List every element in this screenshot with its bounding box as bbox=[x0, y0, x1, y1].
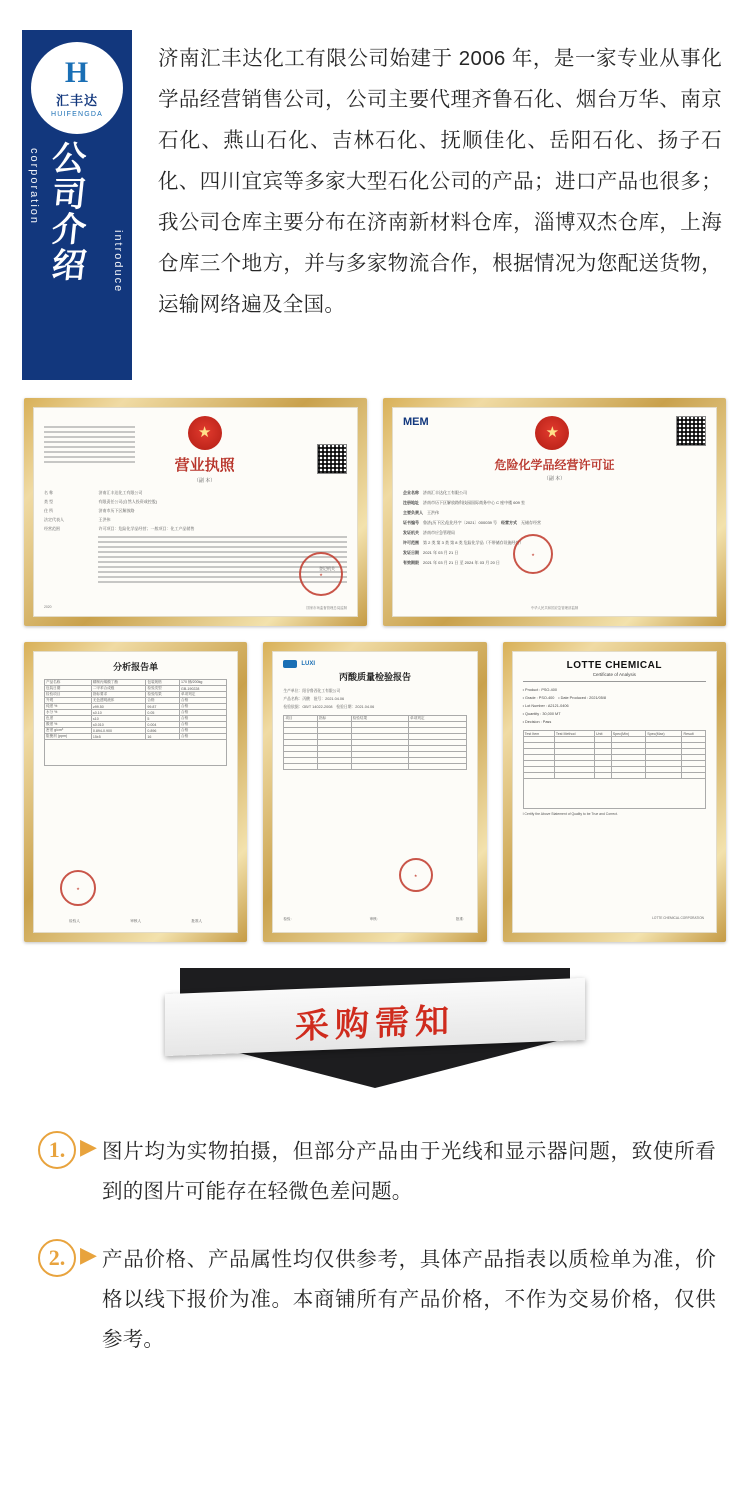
column-header: 单项判定 bbox=[409, 716, 467, 722]
analysis-report-table bbox=[44, 679, 227, 766]
official-seal-icon: ★ bbox=[513, 534, 553, 574]
cell: 产品名称 bbox=[45, 680, 92, 686]
column-header: Spec(Min) bbox=[611, 731, 645, 737]
quality-report-document: LUXI 丙酸质量检验报告 生产单位：阳谷鲁西化工有限公司 产品名称：丙酸 批号：2021.04.06 检验依据：GB/T 14022-2008 检验日期：2021.04.06 项目 指标 检验结果 单项判定 ★ 检验： 审核： 批准： bbox=[283, 661, 467, 921]
cell: 合格 bbox=[180, 704, 227, 710]
license-value-3: 王洪伟 bbox=[98, 517, 111, 522]
qr-label-2: 批号 bbox=[313, 697, 322, 701]
purchase-notice-banner bbox=[0, 958, 750, 1108]
license-label-4: 经营范围 bbox=[44, 526, 60, 531]
lotte-value-3: 2021/05/8 bbox=[589, 696, 607, 700]
cell bbox=[318, 764, 352, 770]
cell: 15±5 bbox=[91, 734, 146, 740]
license-registry-label: 登记机关 bbox=[319, 566, 335, 571]
cell: 合格 bbox=[180, 734, 227, 740]
note-number-1 bbox=[34, 1130, 80, 1170]
column-header: 项目 bbox=[284, 716, 318, 722]
badge-char-2: 司 bbox=[50, 176, 88, 214]
badge-char-3: 介 bbox=[50, 212, 88, 250]
column-header: Result bbox=[682, 731, 706, 737]
cell: 指标要求 bbox=[91, 692, 146, 698]
permit-footer: 中华人民共和国应急管理部监制 bbox=[530, 606, 579, 610]
analysis-footer-label-1: 审核人 bbox=[130, 919, 142, 923]
qr-code-icon bbox=[676, 416, 706, 446]
column-header: 指标 bbox=[318, 716, 352, 722]
permit-subtitle: （副 本） bbox=[543, 476, 566, 482]
certificates-section bbox=[0, 380, 750, 942]
cell: 99.87 bbox=[146, 704, 180, 710]
license-label-2: 住 所 bbox=[44, 508, 54, 513]
quality-signature-1: 审核： bbox=[369, 917, 381, 921]
note-number-2 bbox=[34, 1238, 80, 1278]
license-value-2: 济南市历下区解放路 bbox=[98, 508, 135, 513]
permit-title: 危险化学品经营许可证 bbox=[494, 458, 615, 472]
cell bbox=[284, 764, 318, 770]
analysis-footer-label-2: 批准人 bbox=[191, 919, 203, 923]
certificate-inner bbox=[33, 651, 238, 933]
note-caret-icon: ▶ bbox=[80, 1241, 97, 1267]
cell: 0.896 bbox=[146, 728, 180, 734]
cell: 包装规格 bbox=[146, 680, 180, 686]
license-value-4: 许可项目：危险化学品经营；一般项目：化工产品销售 bbox=[98, 526, 195, 531]
cell: 检验结果 bbox=[146, 692, 180, 698]
license-footer-left: 2020 bbox=[44, 605, 52, 609]
cell bbox=[351, 764, 408, 770]
lotte-label-4: Quantity bbox=[525, 712, 540, 716]
lotte-value-0: PSO-400 bbox=[541, 688, 557, 692]
column-header: 检验结果 bbox=[351, 716, 408, 722]
permit-label-5: 证书编号 bbox=[403, 520, 419, 525]
certificate-lotte-coa[interactable] bbox=[503, 642, 726, 942]
qr-label-0: 生产单位 bbox=[283, 689, 299, 693]
lotte-value-4: 30,000 MT bbox=[542, 712, 561, 716]
certificate-inner bbox=[392, 407, 717, 617]
analysis-report-title: 分析报告单 bbox=[113, 662, 159, 672]
note-item-2 bbox=[34, 1238, 716, 1360]
cell bbox=[523, 779, 705, 809]
note-text-1: 图片均为实物拍摄，但部分产品由于光线和显示器问题，致使所看到的图片可能存在轻微色差问题。 bbox=[102, 1140, 716, 1203]
permit-value-1: 王洪伟 bbox=[427, 510, 439, 515]
cell: GB-190228 bbox=[180, 686, 227, 692]
cell: 无色透明液体 bbox=[91, 698, 146, 704]
cell: 170 桶/200kg bbox=[180, 680, 227, 686]
cell: 色度 bbox=[45, 716, 92, 722]
cell: 检验项目 bbox=[45, 692, 92, 698]
permit-value-8: 2021 年 03 月 21 日 至 2024 年 03 月 20 日 bbox=[423, 560, 500, 565]
note-text-2: 产品价格、产品属性均仅供参考，具体产品指表以质检单为准，价格以线下报价为准。本商铺所有产品价格，不作为交易价格，仅供参考。 bbox=[102, 1247, 716, 1351]
lotte-value-2: A2121-0406 bbox=[547, 704, 569, 708]
permit-value-5: 鲁济(历下区)危化经字〔2021〕000039 号 bbox=[423, 520, 498, 525]
lotte-label-1: Grade bbox=[525, 696, 536, 700]
official-seal-icon: ★ bbox=[60, 870, 96, 906]
permit-label-8: 有效期限 bbox=[403, 560, 419, 565]
business-license-document bbox=[34, 408, 357, 616]
badge-char-4: 绍 bbox=[50, 248, 88, 286]
cell: 阻聚剂 (ppm) bbox=[45, 734, 92, 740]
cell: 合格 bbox=[180, 698, 227, 704]
quality-signature-2: 批准： bbox=[455, 917, 467, 921]
qr-label-1: 产品名称 bbox=[283, 697, 299, 701]
cell: 0.894-0.900 bbox=[91, 728, 146, 734]
permit-value-3: 无储存经营 bbox=[521, 520, 542, 525]
cell: 16 bbox=[146, 734, 180, 740]
company-logo bbox=[31, 42, 123, 134]
national-emblem-icon bbox=[535, 416, 569, 450]
permit-label-3: 经营方式 bbox=[501, 520, 518, 525]
column-header: Unit bbox=[595, 731, 612, 737]
cell bbox=[409, 764, 467, 770]
cell: 精制丙烯酸丁酯 bbox=[91, 680, 146, 686]
cell: 0.004 bbox=[146, 722, 180, 728]
cell: ≤0.10 bbox=[91, 710, 146, 716]
column-header: Test Method bbox=[554, 731, 594, 737]
cell: 0.05 bbox=[146, 710, 180, 716]
cell: 检验类型 bbox=[146, 686, 180, 692]
qr-value-4: 2021.04.06 bbox=[355, 705, 375, 709]
certificate-hazardous-permit[interactable] bbox=[383, 398, 726, 626]
certificate-analysis-report[interactable] bbox=[24, 642, 247, 942]
lotte-coa-title: LOTTE CHEMICAL bbox=[566, 660, 662, 671]
license-footer-right: 国家市场监督管理总局监制 bbox=[306, 606, 347, 610]
lotte-label-0: Product bbox=[525, 688, 539, 692]
logo-chinese-name: 汇丰达 bbox=[55, 93, 98, 108]
qr-value-3: GB/T 14022-2008 bbox=[302, 705, 333, 709]
badge-char-1: 公 bbox=[50, 141, 88, 178]
certificate-inner bbox=[512, 651, 717, 933]
qr-label-3: 检验依据 bbox=[283, 705, 299, 709]
permit-label-2: 注册地址 bbox=[403, 500, 419, 505]
certificate-business-license[interactable] bbox=[24, 398, 367, 626]
permit-value-7: 2021 年 03 月 21 日 bbox=[423, 550, 459, 555]
permit-value-2: 济南市历下区解放路科技园国际商务中心 C 座中楼 609 室 bbox=[423, 500, 526, 505]
logo-english-name: HUIFENGDA bbox=[50, 111, 104, 118]
column-header: Test Item bbox=[523, 731, 554, 737]
lotte-coa-table bbox=[523, 730, 706, 809]
company-intro-badge bbox=[22, 30, 132, 380]
permit-label-7: 发证日期 bbox=[403, 550, 419, 555]
certificate-row-bottom bbox=[24, 642, 726, 942]
qr-value-2: 2021.04.06 bbox=[325, 697, 345, 701]
column-header: Spec(Max) bbox=[646, 731, 682, 737]
purchase-notes-section bbox=[0, 1108, 750, 1360]
permit-value-6: 济南市应急管理局 bbox=[423, 530, 455, 535]
official-seal-icon: ★ bbox=[299, 552, 343, 596]
company-intro-section bbox=[0, 0, 750, 380]
qr-label-4: 检验日期 bbox=[336, 705, 352, 709]
cell: 密度 g/cm³ bbox=[45, 728, 92, 734]
certificate-inner bbox=[33, 407, 358, 617]
lotte-coa-document: LOTTE CHEMICAL Certificate of Analysis • Product : PSO-400 • Grade : PSO-400 • Date Produced : 2021/05/8 • Lot Number : A2121-0406 • Quantity : 30,000 MT • Decision : Pass Test Item Test Method Unit Spec(Min) Spec(Max) Result I Certify the Above Statement of Quality to be True and Correct. LOTTE CHEMICAL CORPORATION bbox=[522, 660, 704, 920]
quality-report-brand: LUXI bbox=[301, 661, 315, 667]
license-label-0: 名 称 bbox=[44, 490, 54, 495]
certificate-inner bbox=[272, 651, 477, 933]
table-row bbox=[284, 764, 466, 770]
quality-report-table bbox=[283, 715, 466, 770]
cell: 包装日期 bbox=[45, 686, 92, 692]
badge-chinese-heading bbox=[52, 142, 86, 285]
certificate-row-top bbox=[24, 398, 726, 626]
note-number-1-text: 1. bbox=[38, 1131, 76, 1169]
luxi-logo-icon bbox=[283, 660, 297, 668]
license-label-1: 类 型 bbox=[44, 499, 54, 504]
analysis-report-document bbox=[34, 652, 237, 932]
hazardous-permit-document bbox=[393, 408, 716, 616]
quality-signature-0: 检验： bbox=[283, 917, 295, 921]
cell: 水分 % bbox=[45, 710, 92, 716]
badge-label-introduce: introduce bbox=[112, 230, 124, 294]
logo-mark-icon: H bbox=[64, 56, 90, 89]
cell: 5 bbox=[146, 716, 180, 722]
cell: 合格 bbox=[146, 698, 180, 704]
certificate-quality-report[interactable] bbox=[263, 642, 486, 942]
permit-label-0: 企业名称 bbox=[403, 490, 419, 495]
business-license-title: 营业执照 bbox=[174, 458, 235, 474]
lotte-value-1: PSO-400 bbox=[538, 696, 555, 700]
cell: 纯度 % bbox=[45, 704, 92, 710]
lotte-label-5: Decision bbox=[525, 720, 540, 724]
table-row bbox=[523, 779, 705, 809]
cell: ≤0.010 bbox=[91, 722, 146, 728]
qr-code-icon bbox=[317, 444, 347, 474]
license-value-1: 有限责任公司(自然人投资或控股) bbox=[98, 499, 158, 504]
permit-header-mark: MEM bbox=[403, 416, 429, 428]
cell: 合格 bbox=[180, 716, 227, 722]
cell: ≤10 bbox=[91, 716, 146, 722]
lotte-company-footer: LOTTE CHEMICAL CORPORATION bbox=[652, 916, 704, 920]
license-value-0: 济南汇丰达化工有限公司 bbox=[98, 490, 143, 495]
lotte-label-2: Lot Number bbox=[525, 704, 545, 708]
lotte-label-3: Date Produced bbox=[560, 696, 586, 700]
qr-value-1: 丙酸 bbox=[302, 697, 310, 701]
cell bbox=[45, 740, 227, 766]
lotte-value-5: Pass bbox=[542, 720, 552, 724]
cell: 酸度 % bbox=[45, 722, 92, 728]
note-number-2-text: 2. bbox=[38, 1239, 76, 1277]
cell: 合格 bbox=[180, 728, 227, 734]
note-item-1 bbox=[34, 1130, 716, 1212]
qr-value-0: 阳谷鲁西化工有限公司 bbox=[302, 689, 341, 693]
permit-label-6: 发证机关 bbox=[403, 530, 419, 535]
quality-report-title: 丙酸质量检验报告 bbox=[338, 672, 411, 682]
official-seal-icon: ★ bbox=[399, 858, 433, 892]
table-row bbox=[45, 740, 227, 766]
cell: 单项判定 bbox=[180, 692, 227, 698]
company-intro-text: 济南汇丰达化工有限公司始建于 2006 年，是一家专业从事化学品经营销售公司，公司主要代理齐鲁石化、烟台万华、南京石化、燕山石化、吉林石化、抚顺佳化、岳阳石化、扬子石化、四川宜宾等多家大型石化公司的产品；进口产品也很多；我公司仓库主要分布在济南新材料仓库，淄博双杰仓库，上海仓库三个地方，并与多家物流合作，根据情况为您配送货物，运输网络遍及全国。 bbox=[158, 47, 722, 316]
permit-label-1: 主要负责人 bbox=[403, 510, 423, 515]
permit-label-4: 许可范围 bbox=[403, 540, 419, 545]
cell: 合格 bbox=[180, 710, 227, 716]
cell: 二甲苯合成级 bbox=[91, 686, 146, 692]
license-label-3: 法定代表人 bbox=[44, 517, 64, 522]
banner-title: 采购需知 bbox=[295, 1002, 455, 1047]
cell: ≥99.50 bbox=[91, 704, 146, 710]
business-license-subtitle: （副 本） bbox=[193, 478, 216, 484]
cell: 合格 bbox=[180, 722, 227, 728]
lotte-statement: I Certify the Above Statement of Quality to be True and Correct. bbox=[522, 812, 618, 816]
analysis-footer-label-0: 检验人 bbox=[69, 919, 80, 923]
permit-value-4: 第 2 类 第 3 类 第 8 类 危险化学品（不带储存设施经营） bbox=[423, 540, 524, 545]
lotte-coa-subtitle: Certificate of Analysis bbox=[592, 672, 636, 677]
permit-value-0: 济南汇丰达化工有限公司 bbox=[423, 490, 467, 495]
national-emblem-icon bbox=[188, 416, 222, 450]
badge-label-corporation: corporation bbox=[28, 148, 40, 226]
note-caret-icon: ▶ bbox=[80, 1134, 97, 1159]
cell: 外观 bbox=[45, 698, 92, 704]
